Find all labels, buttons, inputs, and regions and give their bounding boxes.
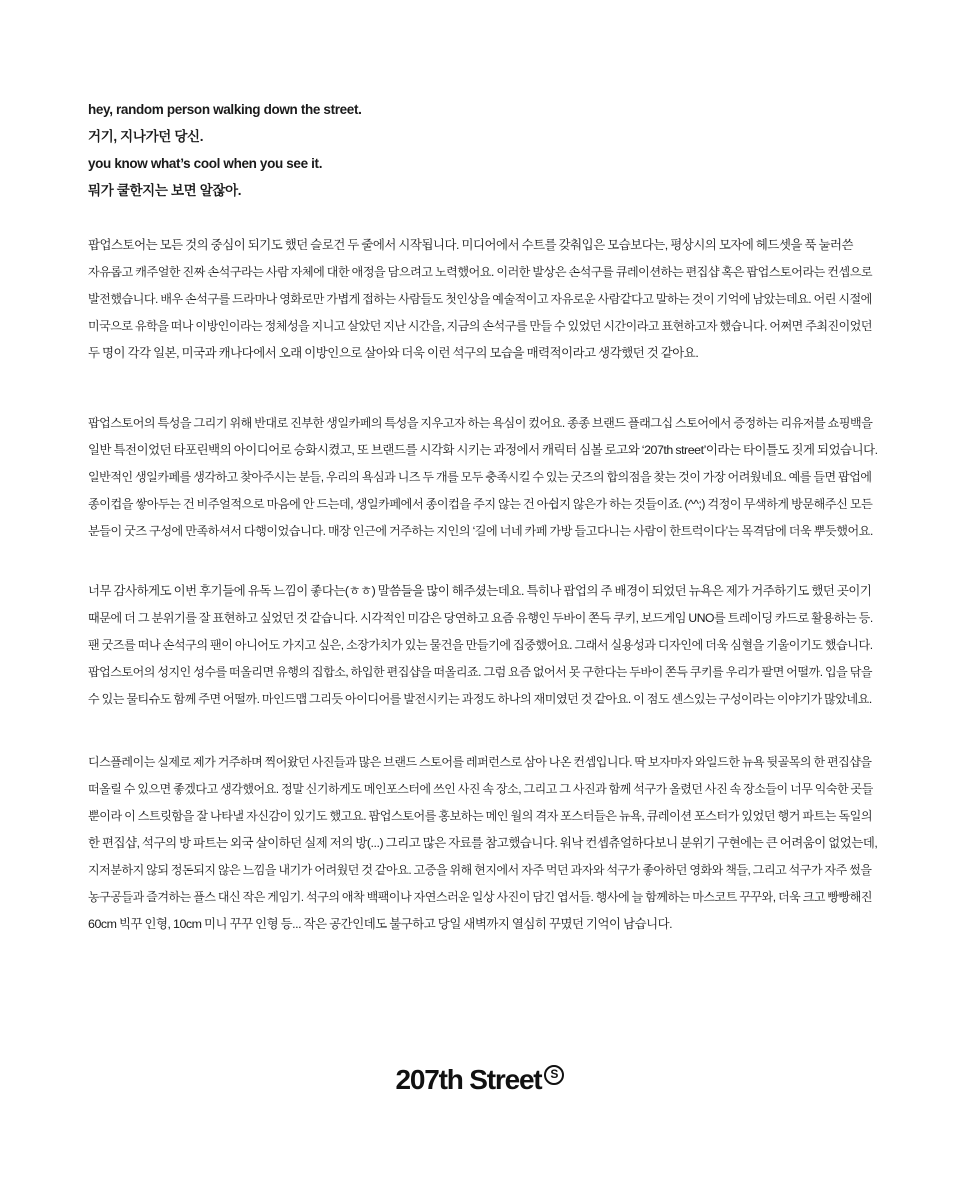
paragraph-display [88, 749, 878, 938]
intro-line-korean-1: 거기, 지나가던 당신. [88, 129, 204, 144]
paragraph-line: 떠올릴 수 있으면 좋겠다고 생각했어요. 정말 신기하게도 메인포스터에 쓰인 사진 속 장소, 그리고 그 사진과 함께 석구가 올렸던 사진 속 장소들이 너무 익숙한 곳들 [88, 782, 873, 796]
paragraph-line: 디스플레이는 실제로 제가 거주하며 찍어왔던 사진들과 많은 브랜드 스토어를 레퍼런스로 삼아 나온 컨셉입니다. 딱 보자마자 와일드한 뉴욕 뒷골목의 한 편집샵을 [88, 755, 872, 769]
paragraph-line: 수 있는 물티슈도 함께 주면 어떨까. 마인드맵 그리듯 아이디어를 발전시키는 과정도 하나의 재미였던 것 같아요. 이 점도 센스있는 구성이라는 이야기가 많았네요. [88, 692, 872, 706]
paragraph-goods [88, 410, 878, 545]
paragraph-line: 농구공들과 즐겨하는 플스 대신 작은 게임기. 석구의 애착 백팩이나 자연스러운 일상 사진이 담긴 엽서들. 행사에 늘 함께하는 마스코트 꾸꾸와, 더욱 크고 빵빵해진 [88, 890, 873, 904]
paragraph-line: 자유롭고 캐주얼한 진짜 손석구라는 사람 자체에 대한 애정을 담으려고 노력했어요. 이러한 발상은 손석구를 큐레이션하는 편집샵 혹은 팝업스토어라는 컨셉으로 [88, 265, 873, 279]
brand-logo [0, 1064, 960, 1096]
paragraph-line: 팬 굿즈를 떠나 손석구의 팬이 아니어도 가지고 싶은, 소장가치가 있는 물건을 만들기에 집중했어요. 그래서 실용성과 디자인에 더욱 심혈을 기울이기도 했습니다. [88, 638, 873, 652]
circled-s-icon: S [544, 1065, 564, 1085]
paragraph-line: 종이컵을 쌓아두는 건 비주얼적으로 마음에 안 드는데, 생일카페에서 종이컵을 주지 않는 건 아쉽지 않은가 하는 것들이죠. (^^;) 걱정이 무색하게 방문해주신 모든 [88, 497, 873, 511]
intro-block [88, 96, 878, 204]
intro-line-english-2: you know what’s cool when you see it. [88, 156, 323, 171]
paragraph-line: 뿐이라 이 스트릿함을 잘 나타낼 자신감이 있기도 했고요. 팝업스토어를 홍보하는 메인 월의 격자 포스터들은 뉴욕, 큐레이션 포스터가 있었던 행거 파트는 독일의 [88, 809, 873, 823]
paragraph-line: 지저분하지 않되 정돈되지 않은 느낌을 내기가 어려웠던 것 같아요. 고증을 위해 현지에서 자주 먹던 과자와 석구가 좋아하던 영화와 책들, 그리고 석구가 자주 썼을 [88, 863, 872, 877]
paragraph-concept [88, 232, 878, 367]
paragraph-line: 팝업스토어의 특성을 그리기 위해 반대로 진부한 생일카페의 특성을 지우고자 하는 욕심이 컸어요. 종종 브랜드 플래그십 스토어에서 증정하는 리유저블 쇼핑백을 [88, 416, 873, 430]
intro-line-english-1: hey, random person walking down the street. [88, 102, 362, 117]
paragraph-line: 발전했습니다. 배우 손석구를 드라마나 영화로만 가볍게 접하는 사람들도 첫인상을 예술적이고 자유로운 사람같다고 말하는 것이 기억에 남았는데요. 어린 시절에 [88, 292, 872, 306]
paragraph-line: 미국으로 유학을 떠나 이방인이라는 정체성을 지니고 살았던 지난 시간을, 지금의 손석구를 만들 수 있었던 시간이라고 표현하고자 했습니다. 어쩌면 주최진이었던 [88, 319, 873, 333]
paragraph-line: 두 명이 각각 일본, 미국과 캐나다에서 오래 이방인으로 살아와 더욱 이런 석구의 모습을 매력적이라고 생각했던 것 같아요. [88, 346, 699, 360]
paragraph-line: 일반적인 생일카페를 생각하고 찾아주시는 분들, 우리의 욕심과 니즈 두 개를 모두 충족시킬 수 있는 굿즈의 합의점을 찾는 것이 가장 어려웠네요. 예를 들면 팝업에 [88, 470, 872, 484]
paragraph-line: 때문에 더 그 분위기를 잘 표현하고 싶었던 것 같습니다. 시각적인 미감은 당연하고 요즘 유행인 두바이 쫀득 쿠키, 보드게임 UNO를 트레이딩 카드로 활용하는 등. [88, 611, 873, 625]
paragraph-line: 60cm 빅꾸 인형, 10cm 미니 꾸꾸 인형 등... 작은 공간인데도 불구하고 당일 새벽까지 열심히 꾸몄던 기억이 남습니다. [88, 917, 673, 931]
brand-logo-text: 207th Street [395, 1064, 542, 1095]
paragraph-line: 한 편집샵, 석구의 방 파트는 외국 살이하던 실제 저의 방(...) 그리고 많은 자료를 참고했습니다. 워낙 컨셉츄얼하다보니 분위기 구현에는 큰 어려움이 없었는데, [88, 836, 878, 850]
paragraph-line: 팝업스토어의 성지인 성수를 떠올리면 유행의 집합소, 하입한 편집샵을 떠올리죠. 그럼 요즘 없어서 못 구한다는 두바이 쫀득 쿠키를 우리가 팔면 어떨까. 입을 닦을 [88, 665, 873, 679]
paragraph-feedback [88, 578, 878, 713]
intro-line-korean-2: 뭐가 쿨한지는 보면 알잖아. [88, 183, 242, 198]
paragraph-line: 팝업스토어는 모든 것의 중심이 되기도 했던 슬로건 두 줄에서 시작됩니다. 미디어에서 수트를 갖춰입은 모습보다는, 평상시의 모자에 헤드셋을 푹 눌러쓴 [88, 238, 854, 252]
paragraph-line: 일반 특전이었던 타포린백의 아이디어로 승화시켰고, 또 브랜드를 시각화 시키는 과정에서 캐릭터 심볼 로고와 ‘207th street’이라는 타이틀도 짓게 되었습니다. [88, 443, 878, 457]
paragraph-line: 분들이 굿즈 구성에 만족하셔서 다행이었습니다. 매장 인근에 거주하는 지인의 ‘길에 너네 카페 가방 들고다니는 사람이 한트럭이다’는 목격담에 더욱 뿌듯했어요. [88, 524, 873, 538]
paragraph-line: 너무 감사하게도 이번 후기들에 유독 느낌이 좋다는(ㅎㅎ) 말씀들을 많이 해주셨는데요. 특히나 팝업의 주 배경이 되었던 뉴욕은 제가 거주하기도 했던 곳이기 [88, 584, 872, 598]
